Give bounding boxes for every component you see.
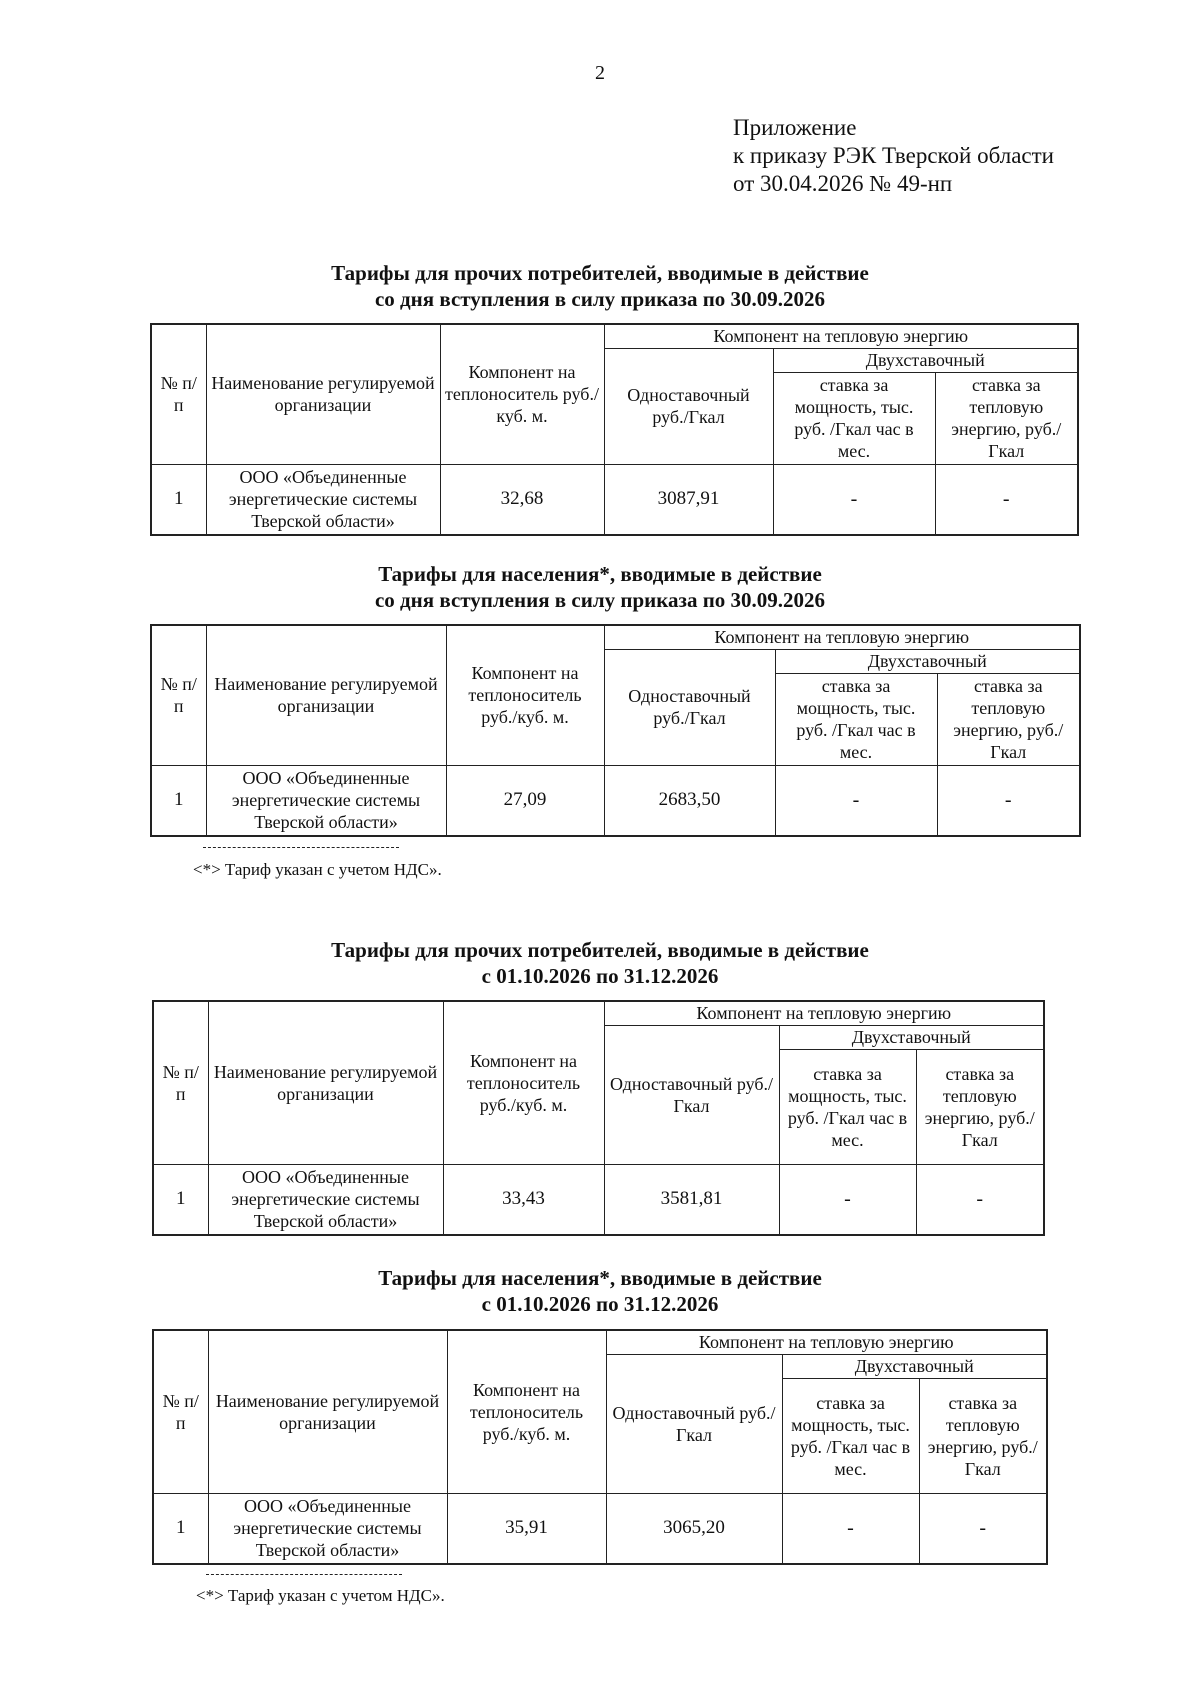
header-org: Наименование регулируемой организации [206, 324, 440, 464]
row-num: 1 [153, 1164, 208, 1235]
row-single: 3065,20 [606, 1493, 782, 1564]
table-2-title-line-1: Тарифы для населения*, вводимые в действие [378, 562, 822, 586]
header-energy: ставка за тепловую энергию, руб./Гкал [919, 1378, 1047, 1493]
header-power: ставка за мощность, тыс. руб. /Гкал час в мес. [775, 673, 937, 765]
row-single: 2683,50 [604, 765, 775, 836]
header-energy: ставка за тепловую энергию, руб./Гкал [937, 673, 1080, 765]
footnote-separator [206, 1574, 402, 1575]
row-carrier: 33,43 [443, 1164, 604, 1235]
header-double: Двухставочный [773, 348, 1078, 372]
header-double: Двухставочный [779, 1025, 1044, 1049]
tariff-table-3 [152, 1000, 1045, 1236]
footnote-1: <*> Тариф указан с учетом НДС». [193, 860, 442, 879]
table-3-title-line-2: с 01.10.2026 по 31.12.2026 [481, 964, 719, 988]
table-1-title-line-1: Тарифы для прочих потребителей, вводимые в действие [331, 261, 869, 285]
appendix-line-1: Приложение [733, 115, 857, 140]
row-power: - [779, 1164, 916, 1235]
tariff-table-2 [150, 624, 1081, 837]
header-num: № п/п [153, 1001, 208, 1164]
header-org: Наименование регулируемой организации [206, 625, 446, 765]
row-single: 3087,91 [604, 464, 773, 535]
row-carrier: 35,91 [447, 1493, 606, 1564]
row-org: ООО «Объединенные энергетические системы Тверской области» [208, 1164, 443, 1235]
footnote-2: <*> Тариф указан с учетом НДС». [196, 1586, 445, 1605]
appendix-header [733, 114, 1054, 198]
header-org: Наименование регулируемой организации [208, 1001, 443, 1164]
row-num: 1 [151, 464, 206, 535]
header-energy: ставка за тепловую энергию, руб./Гкал [916, 1049, 1044, 1164]
table-4-title [0, 1265, 1200, 1317]
row-energy: - [916, 1164, 1044, 1235]
header-carrier: Компонент на теплоноситель руб./куб. м. [446, 625, 604, 765]
header-double: Двухставочный [782, 1354, 1047, 1378]
header-heat: Компонент на тепловую энергию [604, 324, 1078, 348]
header-heat: Компонент на тепловую энергию [604, 1001, 1044, 1025]
row-power: - [773, 464, 935, 535]
row-org: ООО «Объединенные энергетические системы Тверской области» [208, 1493, 447, 1564]
header-single: Одноставочный руб./Гкал [604, 348, 773, 464]
header-num: № п/п [151, 324, 206, 464]
header-carrier: Компонент на теплоноситель руб./куб. м. [443, 1001, 604, 1164]
header-single: Одноставочный руб./Гкал [606, 1354, 782, 1493]
header-single: Одноставочный руб./Гкал [604, 649, 775, 765]
appendix-line-3: от 30.04.2026 № 49-нп [733, 171, 953, 196]
header-power: ставка за мощность, тыс. руб. /Гкал час в мес. [779, 1049, 916, 1164]
row-single: 3581,81 [604, 1164, 779, 1235]
tariff-table-1 [150, 323, 1079, 536]
header-carrier: Компонент на теплоноситель руб./куб. м. [447, 1330, 606, 1493]
table-4-title-line-1: Тарифы для населения*, вводимые в действие [378, 1266, 822, 1290]
row-carrier: 27,09 [446, 765, 604, 836]
row-energy: - [935, 464, 1078, 535]
header-single: Одноставочный руб./Гкал [604, 1025, 779, 1164]
header-double: Двухставочный [775, 649, 1080, 673]
table-2-title-line-2: со дня вступления в силу приказа по 30.09.2026 [374, 588, 826, 612]
header-heat: Компонент на тепловую энергию [606, 1330, 1047, 1354]
page-number: 2 [595, 62, 605, 84]
row-power: - [775, 765, 937, 836]
tariff-table-4 [152, 1329, 1048, 1565]
row-org: ООО «Объединенные энергетические системы Тверской области» [206, 464, 440, 535]
row-num: 1 [151, 765, 206, 836]
row-energy: - [937, 765, 1080, 836]
header-num: № п/п [151, 625, 206, 765]
table-3-title-line-1: Тарифы для прочих потребителей, вводимые в действие [331, 938, 869, 962]
header-energy: ставка за тепловую энергию, руб./Гкал [935, 372, 1078, 464]
table-4-title-line-2: с 01.10.2026 по 31.12.2026 [481, 1292, 719, 1316]
header-carrier: Компонент на теплоноситель руб./куб. м. [440, 324, 604, 464]
header-num: № п/п [153, 1330, 208, 1493]
footnote-separator [203, 847, 399, 848]
row-power: - [782, 1493, 919, 1564]
row-energy: - [919, 1493, 1047, 1564]
row-num: 1 [153, 1493, 208, 1564]
appendix-line-2: к приказу РЭК Тверской области [733, 143, 1054, 168]
table-3-title [0, 937, 1200, 989]
table-2-title [0, 561, 1200, 613]
header-power: ставка за мощность, тыс. руб. /Гкал час в мес. [773, 372, 935, 464]
table-1-title-line-2: со дня вступления в силу приказа по 30.09.2026 [374, 287, 826, 311]
table-1-title [0, 260, 1200, 312]
header-org: Наименование регулируемой организации [208, 1330, 447, 1493]
row-org: ООО «Объединенные энергетические системы Тверской области» [206, 765, 446, 836]
header-power: ставка за мощность, тыс. руб. /Гкал час в мес. [782, 1378, 919, 1493]
header-heat: Компонент на тепловую энергию [604, 625, 1080, 649]
row-carrier: 32,68 [440, 464, 604, 535]
